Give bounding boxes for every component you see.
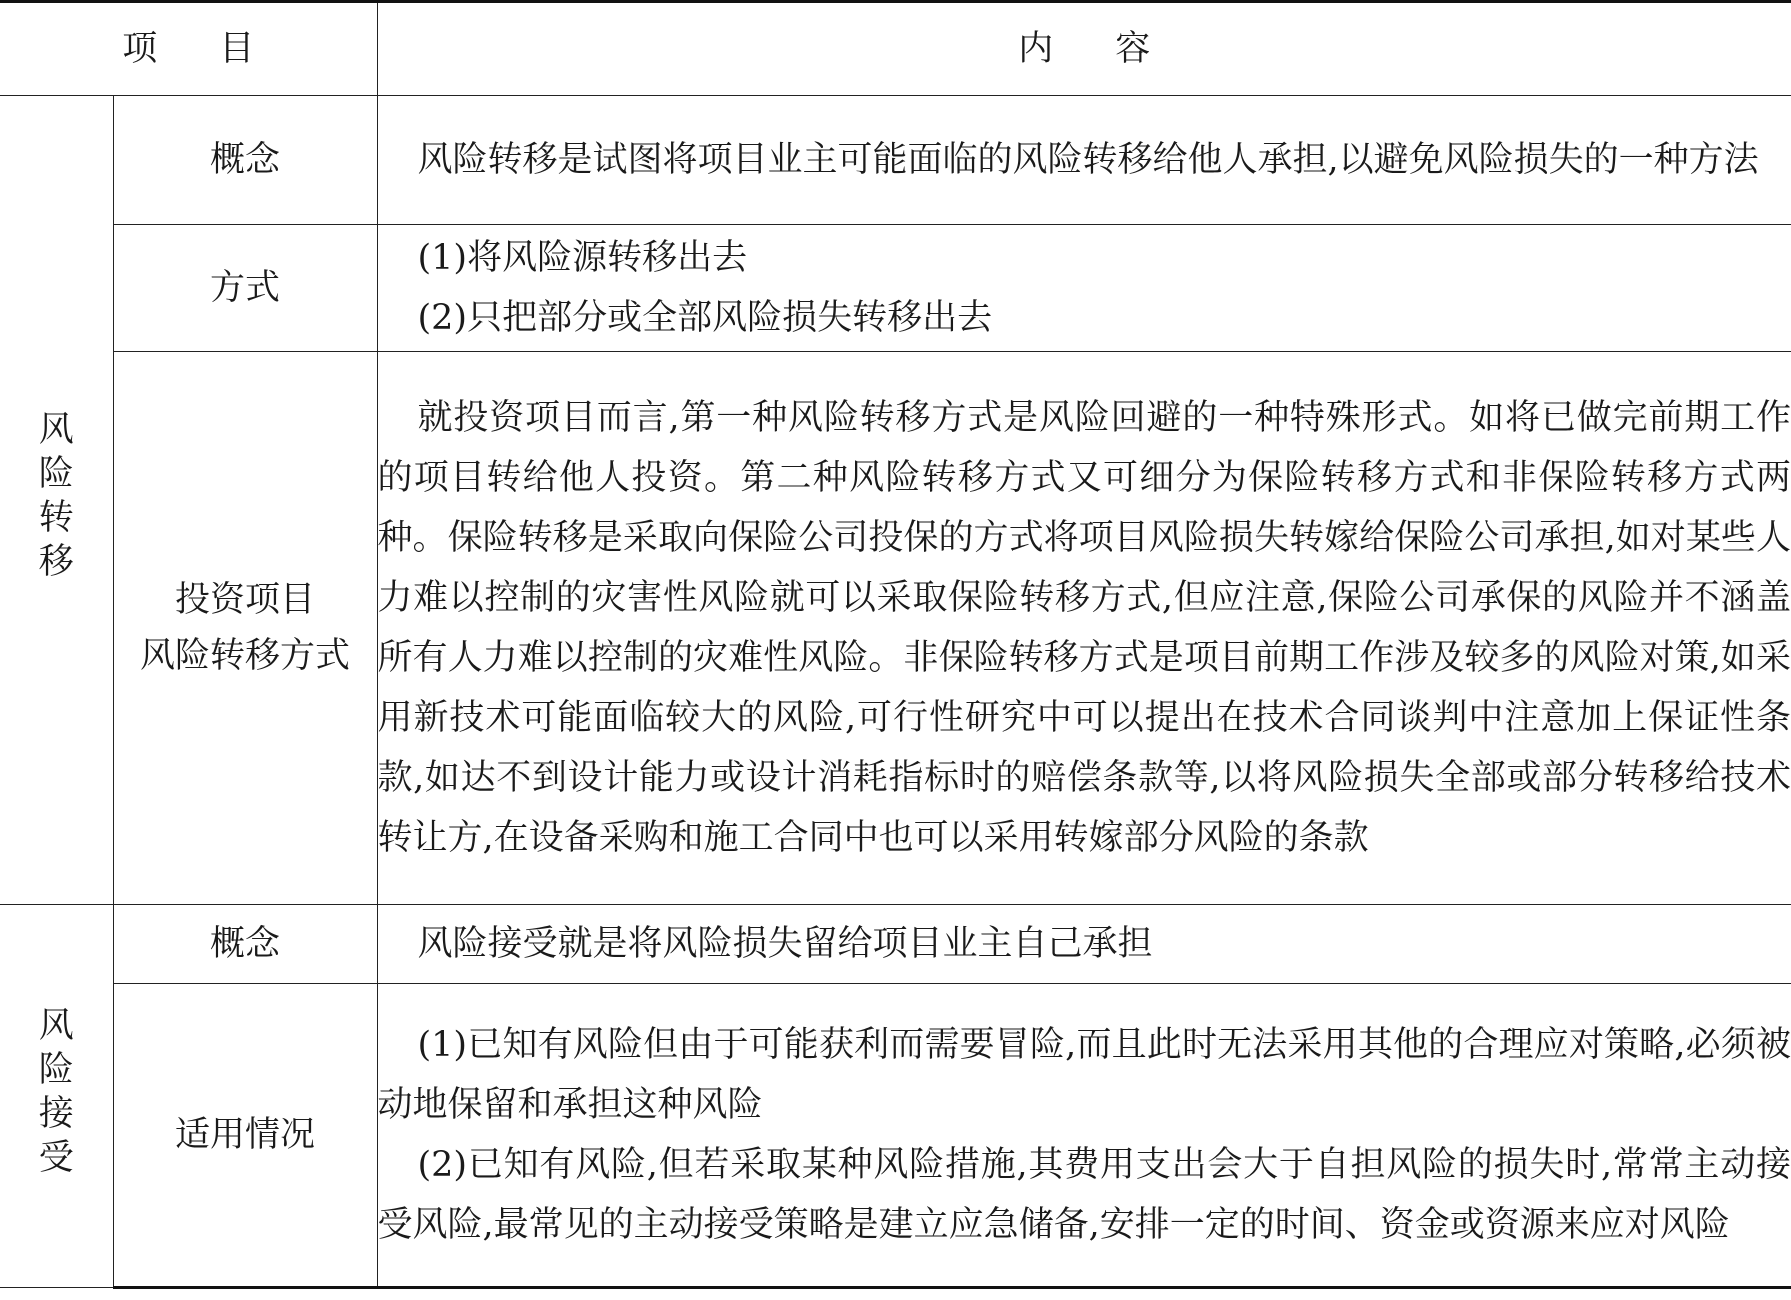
sub-label-concept: 概念	[113, 96, 377, 225]
header-item: 项 目	[0, 2, 377, 96]
table-row	[0, 352, 1791, 905]
group-label-risk-acceptance: 风险接受	[0, 905, 113, 1288]
table-row	[0, 96, 1791, 225]
content-cell: 风险接受就是将风险损失留给项目业主自己承担	[377, 905, 1791, 984]
content-cell: (1)将风险源转移出去 (2)只把部分或全部风险损失转移出去	[377, 225, 1791, 352]
sub-label-applicable-situations: 适用情况	[113, 984, 377, 1288]
table-row	[0, 984, 1791, 1288]
content-cell: 就投资项目而言,第一种风险转移方式是风险回避的一种特殊形式。如将已做完前期工作的项目转给他人投资。第二种风险转移方式又可细分为保险转移方式和非保险转移方式两种。保险转移是采取向保险公司投保的方式将项目风险损失转嫁给保险公司承担,如对某些人力难以控制的灾害性风险就可以采取保险转移方式,但应注意,保险公司承保的风险并不涵盖所有人力难以控制的灾难性风险。非保险转移方式是项目前期工作涉及较多的风险对策,如采用新技术可能面临较大的风险,可行性研究中可以提出在技术合同谈判中注意加上保证性条款,如达不到设计能力或设计消耗指标时的赔偿条款等,以将风险损失全部或部分转移给技术转让方,在设备采购和施工合同中也可以采用转嫁部分风险的条款	[377, 352, 1791, 905]
sub-label-investment-transfer-method: 投资项目 风险转移方式	[113, 352, 377, 905]
content-cell: 风险转移是试图将项目业主可能面临的风险转移给他人承担,以避免风险损失的一种方法	[377, 96, 1791, 225]
content-cell: (1)已知有风险但由于可能获利而需要冒险,而且此时无法采用其他的合理应对策略,必须被动地保留和承担这种风险 (2)已知有风险,但若采取某种风险措施,其费用支出会大于自担风险的损失时,常常主动接受风险,最常见的主动接受策略是建立应急储备,安排一定的时间、资金或资源来应对风险	[377, 984, 1791, 1288]
sub-label-concept: 概念	[113, 905, 377, 984]
header-content: 内 容	[377, 2, 1791, 96]
table-row	[0, 225, 1791, 352]
group-label-risk-transfer: 风险转移	[0, 96, 113, 905]
table-header-row	[0, 2, 1791, 96]
table-row	[0, 905, 1791, 984]
sub-label-method: 方式	[113, 225, 377, 352]
